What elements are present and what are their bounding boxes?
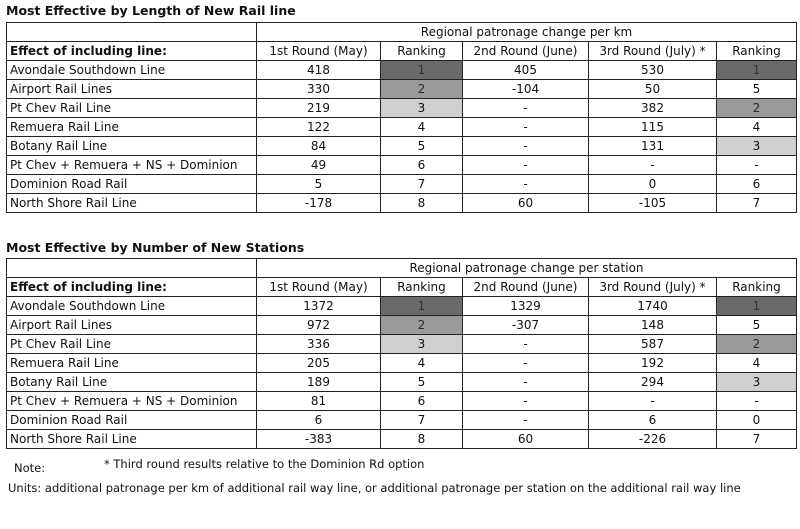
round3-value: 6 [589, 411, 717, 430]
table1-col-header: 3rd Round (July) * [589, 42, 717, 61]
round1-value: 122 [257, 118, 381, 137]
round1-ranking: 1 [381, 61, 463, 80]
round2-value: - [463, 335, 589, 354]
round3-value: 131 [589, 137, 717, 156]
round1-value: 6 [257, 411, 381, 430]
round2-value: -104 [463, 80, 589, 99]
round3-value: - [589, 156, 717, 175]
table1-row-header: Effect of including line: [7, 42, 257, 61]
round1-ranking: 3 [381, 335, 463, 354]
row-label: Pt Chev Rail Line [7, 335, 257, 354]
round3-ranking: 3 [717, 373, 797, 392]
round1-ranking: 6 [381, 392, 463, 411]
table1 [6, 22, 797, 213]
table-row [7, 175, 797, 194]
round3-ranking: 7 [717, 194, 797, 213]
round3-value: 587 [589, 335, 717, 354]
round2-value: 1329 [463, 297, 589, 316]
round3-ranking: 7 [717, 430, 797, 449]
round2-value: 60 [463, 194, 589, 213]
round3-ranking: - [717, 392, 797, 411]
row-label: Pt Chev + Remuera + NS + Dominion [7, 156, 257, 175]
row-label: Avondale Southdown Line [7, 297, 257, 316]
table1-corner [7, 23, 257, 42]
round2-value: - [463, 118, 589, 137]
round1-value: 972 [257, 316, 381, 335]
round1-value: 1372 [257, 297, 381, 316]
round1-value: 219 [257, 99, 381, 118]
table-row [7, 392, 797, 411]
round1-ranking: 3 [381, 99, 463, 118]
note-label: Note: [14, 461, 46, 475]
table2-span-header: Regional patronage change per station [257, 259, 797, 278]
round3-ranking: 6 [717, 175, 797, 194]
round3-value: -105 [589, 194, 717, 213]
table2-row-header: Effect of including line: [7, 278, 257, 297]
table-row [7, 156, 797, 175]
note-text: * Third round results relative to the Dominion Rd option [104, 457, 425, 471]
row-label: Botany Rail Line [7, 373, 257, 392]
table1-col-header: Ranking [381, 42, 463, 61]
table-row [7, 99, 797, 118]
round3-value: 382 [589, 99, 717, 118]
round3-value: 530 [589, 61, 717, 80]
table-row [7, 118, 797, 137]
round1-value: 189 [257, 373, 381, 392]
round1-ranking: 6 [381, 156, 463, 175]
round3-value: 0 [589, 175, 717, 194]
table-row [7, 61, 797, 80]
table2-corner [7, 259, 257, 278]
round1-value: 418 [257, 61, 381, 80]
row-label: Dominion Road Rail [7, 175, 257, 194]
row-label: North Shore Rail Line [7, 430, 257, 449]
round1-ranking: 8 [381, 430, 463, 449]
round2-value: -307 [463, 316, 589, 335]
round3-ranking: 3 [717, 137, 797, 156]
round2-value: - [463, 411, 589, 430]
round3-value: 192 [589, 354, 717, 373]
round1-ranking: 4 [381, 354, 463, 373]
table-row [7, 194, 797, 213]
round3-ranking: 2 [717, 335, 797, 354]
round2-value: 405 [463, 61, 589, 80]
round2-value: - [463, 373, 589, 392]
table-row [7, 354, 797, 373]
row-label: Avondale Southdown Line [7, 61, 257, 80]
table-row [7, 137, 797, 156]
table1-col-header: 2nd Round (June) [463, 42, 589, 61]
table2-col-header: Ranking [717, 278, 797, 297]
round1-ranking: 8 [381, 194, 463, 213]
table2 [6, 258, 797, 449]
round1-value: 84 [257, 137, 381, 156]
round3-value: 115 [589, 118, 717, 137]
units-text: Units: additional patronage per km of additional rail way line, or additional patronage per station on the additional rail way line [8, 481, 741, 495]
table-row [7, 373, 797, 392]
round3-ranking: 5 [717, 316, 797, 335]
round3-ranking: 1 [717, 61, 797, 80]
round3-ranking: - [717, 156, 797, 175]
round1-ranking: 4 [381, 118, 463, 137]
table-row [7, 80, 797, 99]
row-label: Dominion Road Rail [7, 411, 257, 430]
round1-value: -383 [257, 430, 381, 449]
round2-value: - [463, 156, 589, 175]
round1-ranking: 7 [381, 175, 463, 194]
round3-ranking: 4 [717, 118, 797, 137]
table2-col-header: 3rd Round (July) * [589, 278, 717, 297]
row-label: Airport Rail Lines [7, 316, 257, 335]
round3-value: 148 [589, 316, 717, 335]
row-label: Remuera Rail Line [7, 354, 257, 373]
round3-value: -226 [589, 430, 717, 449]
round2-value: - [463, 392, 589, 411]
table-row [7, 430, 797, 449]
round1-ranking: 5 [381, 137, 463, 156]
row-label: North Shore Rail Line [7, 194, 257, 213]
round1-value: 330 [257, 80, 381, 99]
round2-value: - [463, 354, 589, 373]
round1-ranking: 7 [381, 411, 463, 430]
round1-value: 49 [257, 156, 381, 175]
round3-ranking: 2 [717, 99, 797, 118]
round1-value: -178 [257, 194, 381, 213]
round1-ranking: 2 [381, 80, 463, 99]
table1-title: Most Effective by Length of New Rail line [6, 3, 296, 18]
row-label: Pt Chev Rail Line [7, 99, 257, 118]
round3-value: - [589, 392, 717, 411]
round1-ranking: 1 [381, 297, 463, 316]
round1-value: 81 [257, 392, 381, 411]
table2-col-header: 2nd Round (June) [463, 278, 589, 297]
row-label: Botany Rail Line [7, 137, 257, 156]
round1-ranking: 2 [381, 316, 463, 335]
table2-title: Most Effective by Number of New Stations [6, 240, 305, 255]
round1-value: 5 [257, 175, 381, 194]
table2-col-header: Ranking [381, 278, 463, 297]
round2-value: - [463, 137, 589, 156]
round2-value: - [463, 175, 589, 194]
round3-ranking: 1 [717, 297, 797, 316]
table2-col-header: 1st Round (May) [257, 278, 381, 297]
table-row [7, 335, 797, 354]
round3-ranking: 5 [717, 80, 797, 99]
table-row [7, 297, 797, 316]
table1-col-header: Ranking [717, 42, 797, 61]
round3-ranking: 4 [717, 354, 797, 373]
round2-value: - [463, 99, 589, 118]
round1-value: 336 [257, 335, 381, 354]
round3-value: 1740 [589, 297, 717, 316]
round1-ranking: 5 [381, 373, 463, 392]
round3-value: 50 [589, 80, 717, 99]
round2-value: 60 [463, 430, 589, 449]
row-label: Airport Rail Lines [7, 80, 257, 99]
table-row [7, 411, 797, 430]
round1-value: 205 [257, 354, 381, 373]
row-label: Remuera Rail Line [7, 118, 257, 137]
round3-ranking: 0 [717, 411, 797, 430]
row-label: Pt Chev + Remuera + NS + Dominion [7, 392, 257, 411]
table1-col-header: 1st Round (May) [257, 42, 381, 61]
table1-span-header: Regional patronage change per km [257, 23, 797, 42]
table-row [7, 316, 797, 335]
round3-value: 294 [589, 373, 717, 392]
